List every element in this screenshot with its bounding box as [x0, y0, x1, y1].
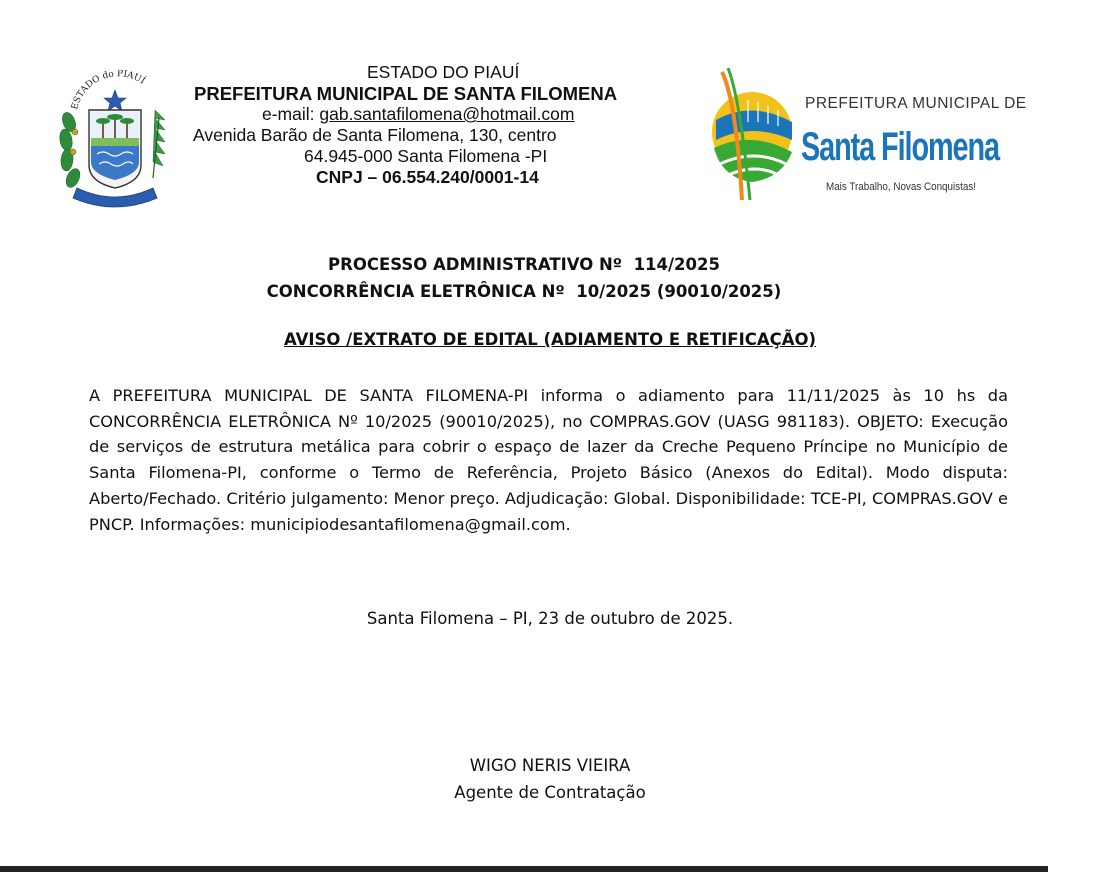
- logo-emblem-icon: [712, 68, 792, 200]
- logo-slogan: Mais Trabalho, Novas Conquistas!: [826, 181, 976, 193]
- signature-block: [0, 752, 1100, 806]
- logo-label-top: PREFEITURA MUNICIPAL DE: [805, 95, 1027, 112]
- email-line: [190, 104, 690, 125]
- bottom-bar: [0, 866, 1048, 872]
- prefecture-name: PREFEITURA MUNICIPAL DE SANTA FILOMENA: [194, 83, 618, 104]
- signer-role: Agente de Contratação: [454, 783, 646, 802]
- coat-of-arms-emblem: [55, 70, 175, 215]
- logo-city-name: Santa Filomena: [801, 125, 1001, 169]
- city-logo: [712, 60, 1027, 210]
- cnpj-line: CNPJ – 06.554.240/0001-14: [316, 167, 539, 187]
- notice-title: AVISO /EXTRATO DE EDITAL (ADIAMENTO E RETIFICAÇÃO): [283, 330, 817, 349]
- process-titles: [0, 251, 1048, 305]
- svg-text:ESTADO do PIAUÍ: [70, 70, 148, 111]
- email-label: e-mail:: [262, 104, 320, 124]
- competition-number: CONCORRÊNCIA ELETRÔNICA Nº 10/2025 (90010/2025): [266, 282, 782, 301]
- letterhead: [190, 62, 690, 188]
- signer-name: WIGO NERIS VIEIRA: [469, 756, 631, 775]
- coat-of-arms-label: ESTADO do PIAUÍ: [70, 70, 147, 111]
- state-name: ESTADO DO PIAUÍ: [367, 62, 520, 82]
- date-line: Santa Filomena – PI, 23 de outubro de 2025.: [366, 609, 734, 628]
- process-number: PROCESSO ADMINISTRATIVO Nº 114/2025: [328, 255, 720, 274]
- address-line: Avenida Barão de Santa Filomena, 130, centro: [193, 125, 557, 145]
- email-link[interactable]: gab.santafilomena@hotmail.com: [319, 104, 575, 124]
- postal-code-line: 64.945-000 Santa Filomena -PI: [304, 146, 548, 166]
- notice-body: A PREFEITURA MUNICIPAL DE SANTA FILOMENA-PI informa o adiamento para 11/11/2025 às 10 hs da CONCORRÊNCIA ELETRÔNICA Nº 10/2025 (90010/2025), no COMPRAS.GOV (UASG 981183). OBJETO: Execução de serviços de estrutura metálica para cobrir o espaço de lazer da Creche Pequeno Príncipe no Município de Santa Filomena-PI, conforme o Termo de Referência, Projeto Básico (Anexos do Edital). Modo disputa: Aberto/Fechado. Critério julgamento: Menor preço. Adjudicação: Global. Disponibilidade: TCE-PI, COMPRAS.GOV e PNCP. Informações: municipiodesantafilomena@gmail.com.: [89, 386, 1008, 534]
